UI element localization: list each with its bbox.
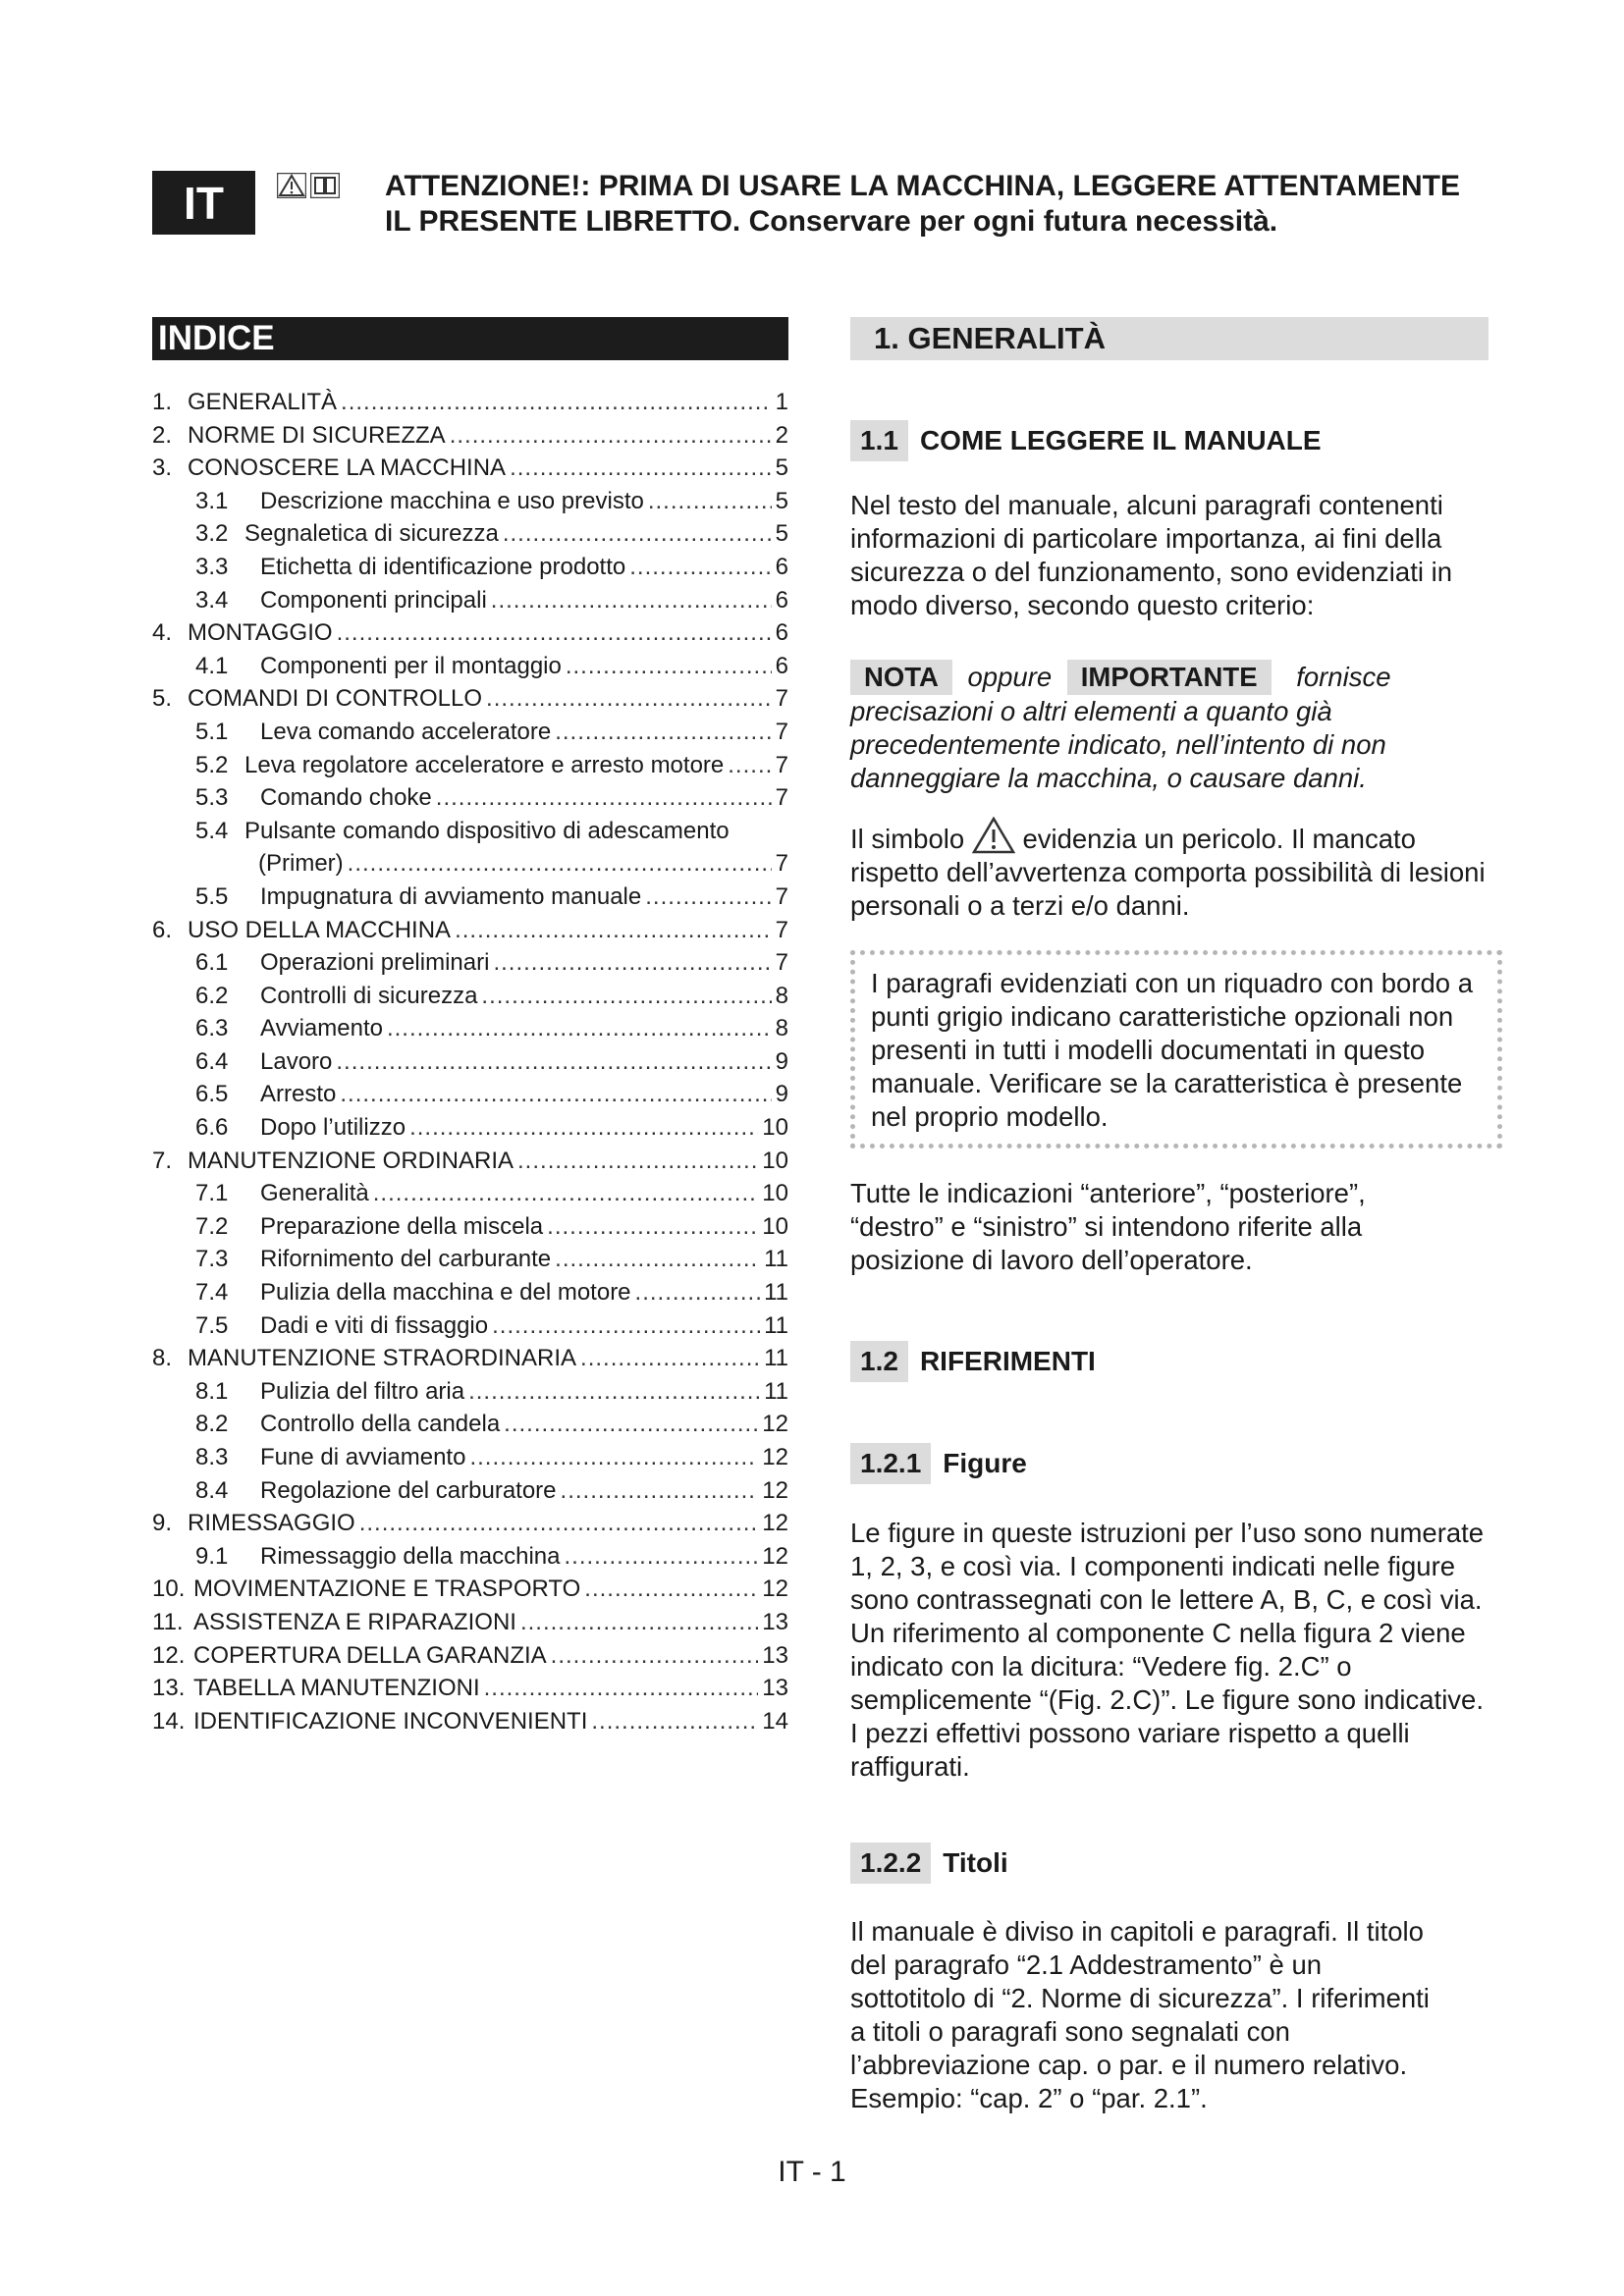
toc-entry-title: Controlli di sicurezza bbox=[260, 982, 478, 1009]
toc-entry-page: 7 bbox=[775, 685, 788, 713]
toc-entry-page: 12 bbox=[762, 1510, 788, 1537]
subsection-1-2-1-heading bbox=[850, 1443, 1027, 1484]
subsection-1-2-heading bbox=[850, 1341, 1096, 1382]
toc-entry-page: 7 bbox=[775, 916, 788, 943]
toc-dot-leader bbox=[629, 551, 771, 584]
toc-entry bbox=[152, 616, 788, 650]
toc-dot-leader bbox=[635, 1276, 761, 1309]
section-generalita bbox=[850, 317, 1489, 2113]
toc-entry-page: 5 bbox=[775, 520, 788, 548]
toc-entry-number: 7.4 bbox=[195, 1279, 229, 1307]
toc-entry-number: 13. bbox=[152, 1675, 186, 1702]
toc-dot-leader bbox=[469, 1441, 758, 1474]
toc-entry-page: 6 bbox=[775, 586, 788, 614]
toc-entry-page: 10 bbox=[762, 1180, 788, 1207]
toc-dot-leader bbox=[504, 1408, 758, 1441]
toc-entry-number: 6.6 bbox=[195, 1114, 229, 1142]
toc-entry-number: 5.1 bbox=[195, 718, 229, 745]
toc-dot-leader bbox=[336, 1045, 771, 1079]
toc-entry-number: 5.3 bbox=[195, 784, 229, 812]
toc-entry-number: 4. bbox=[152, 619, 173, 647]
toc-entry bbox=[152, 386, 788, 419]
toc-entry-page: 11 bbox=[764, 1345, 788, 1372]
toc-dot-leader bbox=[517, 1145, 758, 1178]
toc-entry bbox=[152, 1342, 788, 1375]
toc-entry-number: 12. bbox=[152, 1641, 186, 1669]
subsection-title: COME LEGGERE IL MANUALE bbox=[919, 425, 1322, 455]
toc-dot-leader bbox=[591, 1705, 758, 1738]
toc-entry-number: 1. bbox=[152, 389, 173, 415]
subsection-number: 1.1 bbox=[850, 420, 908, 461]
toc-entry-title: Segnaletica di sicurezza bbox=[244, 520, 499, 548]
toc-entry-title: MANUTENZIONE ORDINARIA bbox=[188, 1147, 514, 1174]
toc-entry bbox=[152, 914, 788, 947]
toc-dot-leader bbox=[645, 881, 771, 914]
toc-entry-number: 4.1 bbox=[195, 652, 229, 679]
toc-entry-title: ASSISTENZA E RIPARAZIONI bbox=[193, 1608, 516, 1635]
nota-label: NOTA bbox=[850, 660, 952, 695]
toc-dot-leader bbox=[566, 650, 772, 683]
toc-entry-title: Generalità bbox=[260, 1180, 369, 1207]
toc-entry-title: Regolazione del carburatore bbox=[260, 1476, 557, 1504]
toc-entry-number: 6.5 bbox=[195, 1081, 229, 1108]
toc-entry-page: 9 bbox=[775, 1081, 788, 1108]
toc-entry-title: NORME DI SICUREZZA bbox=[188, 421, 446, 449]
toc-entry-title: CONOSCERE LA MACCHINA bbox=[188, 454, 507, 482]
toc-entry bbox=[152, 847, 788, 881]
warning-triangle-icon bbox=[277, 173, 306, 198]
toc-dot-leader bbox=[564, 1540, 758, 1574]
toc-entry-page: 2 bbox=[775, 421, 788, 449]
oppure-text: oppure bbox=[967, 662, 1053, 692]
toc-entry-title: IDENTIFICAZIONE INCONVENIENTI bbox=[193, 1707, 588, 1735]
toc-entry-title: Rimessaggio della macchina bbox=[260, 1542, 561, 1570]
optional-features-text: I paragrafi evidenziati con un riquadro con bordo a punti grigio indicano caratteristiche opzionali non presenti in tutti i modelli documentati in questo manuale. Verificare se la caratteristica è presente nel proprio modello. bbox=[871, 968, 1474, 1132]
toc-entry-title: Pulizia del filtro aria bbox=[260, 1377, 465, 1405]
toc-entry bbox=[152, 1309, 788, 1343]
toc-entry-page: 5 bbox=[775, 487, 788, 514]
toc-entry-title: Comando choke bbox=[260, 784, 432, 812]
section-title: 1. GENERALITÀ bbox=[850, 317, 1489, 360]
toc-entry bbox=[152, 1474, 788, 1508]
toc-dot-leader bbox=[484, 1672, 759, 1705]
toc-entry-number: 7.2 bbox=[195, 1212, 229, 1240]
toc-entry-page: 14 bbox=[762, 1707, 788, 1735]
toc-entry-page: 1 bbox=[775, 389, 788, 415]
toc-entry-number: 8.4 bbox=[195, 1476, 229, 1504]
toc-entry-number: 6. bbox=[152, 916, 173, 943]
danger-text: evidenzia un pericolo. Il mancato rispetto dell’avvertenza comporta possibilità di lesioni personali o a terzi e/o danni. bbox=[850, 824, 1486, 921]
toc-entry bbox=[152, 1045, 788, 1079]
how-to-read-paragraph bbox=[850, 489, 1489, 622]
toc-entry-title: Operazioni preliminari bbox=[260, 949, 490, 977]
subsection-1-1-heading bbox=[850, 420, 1322, 461]
toc-dot-leader bbox=[340, 1078, 771, 1111]
toc-dot-leader bbox=[584, 1573, 758, 1606]
toc-entry-title: Preparazione della miscela bbox=[260, 1212, 544, 1240]
directions-paragraph bbox=[850, 1177, 1489, 1277]
toc-entry bbox=[152, 517, 788, 551]
toc-dot-leader bbox=[359, 1507, 759, 1540]
toc-dot-leader bbox=[648, 485, 772, 518]
toc-entry-title: RIMESSAGGIO bbox=[188, 1510, 355, 1537]
toc-entry-page: 7 bbox=[775, 718, 788, 745]
toc-entry bbox=[152, 1276, 788, 1309]
toc-entry-title: Avviamento bbox=[260, 1015, 383, 1042]
toc-entry-page: 13 bbox=[762, 1641, 788, 1669]
paragraph-text: Nel testo del manuale, alcuni paragrafi contenenti informazioni di particolare importanza, ai fini della sicurezza o del funzionamento, sono evidenziati in modo diverso, secondo questo criterio: bbox=[850, 490, 1453, 620]
toc-entry-page: 11 bbox=[764, 1311, 788, 1339]
toc-entry bbox=[152, 749, 788, 782]
toc-entry-number: 6.3 bbox=[195, 1015, 229, 1042]
toc-entry-page: 10 bbox=[762, 1212, 788, 1240]
warning-line-2: IL PRESENTE LIBRETTO. Conservare per ogni futura necessità. bbox=[385, 205, 1278, 238]
fornisce-text: fornisce bbox=[1296, 662, 1391, 692]
toc-entry-number: 8.1 bbox=[195, 1377, 229, 1405]
toc-dot-leader bbox=[580, 1342, 760, 1375]
toc-entry bbox=[152, 1210, 788, 1244]
toc-entry bbox=[152, 1145, 788, 1178]
toc-entry-title: Lavoro bbox=[260, 1047, 333, 1075]
warning-triangle-icon bbox=[972, 817, 1015, 854]
toc-entry bbox=[152, 1705, 788, 1738]
titles-paragraph bbox=[850, 1915, 1489, 2115]
toc-entry-title: COPERTURA DELLA GARANZIA bbox=[193, 1641, 547, 1669]
toc-entry-page: 6 bbox=[775, 619, 788, 647]
toc-entry-number: 6.4 bbox=[195, 1047, 229, 1075]
toc-entry bbox=[152, 1639, 788, 1673]
toc-dot-leader bbox=[409, 1111, 758, 1145]
toc-entry bbox=[152, 1606, 788, 1639]
toc-dot-leader bbox=[555, 1243, 760, 1276]
toc-dot-leader bbox=[486, 682, 772, 716]
toc-entry-title: TABELLA MANUTENZIONI bbox=[193, 1675, 480, 1702]
toc-entry-page: 13 bbox=[762, 1675, 788, 1702]
toc-entry-number: 5.5 bbox=[195, 882, 229, 910]
toc-dot-leader bbox=[492, 1309, 760, 1343]
toc-entry bbox=[152, 1573, 788, 1606]
toc-dot-leader bbox=[387, 1012, 772, 1045]
toc-entry bbox=[152, 1441, 788, 1474]
toc-dot-leader bbox=[341, 386, 772, 419]
toc-entry bbox=[152, 716, 788, 749]
toc-entry bbox=[152, 815, 788, 848]
toc-entry-number: 7.3 bbox=[195, 1246, 229, 1273]
toc-entry bbox=[152, 485, 788, 518]
toc-entry-number: 3.1 bbox=[195, 487, 229, 514]
toc-entry-number: 7. bbox=[152, 1147, 173, 1174]
toc-entry bbox=[152, 1012, 788, 1045]
toc-dot-leader bbox=[510, 452, 772, 485]
toc-entry-page: 11 bbox=[764, 1246, 788, 1273]
toc-dot-leader bbox=[468, 1375, 760, 1409]
toc-entry-title: Descrizione macchina e uso previsto bbox=[260, 487, 644, 514]
toc-entry-title: Fune di avviamento bbox=[260, 1444, 466, 1470]
header-icons bbox=[277, 173, 340, 198]
toc-entry bbox=[152, 946, 788, 980]
toc-entry bbox=[152, 980, 788, 1013]
simbolo-text: Il simbolo bbox=[850, 824, 965, 854]
toc-dot-leader bbox=[436, 781, 772, 815]
toc-entry-page: 11 bbox=[764, 1377, 788, 1405]
toc-entry-page: 13 bbox=[762, 1608, 788, 1635]
toc-entry-page: 10 bbox=[762, 1114, 788, 1142]
toc-entry-number: 14. bbox=[152, 1707, 186, 1735]
toc-dot-leader bbox=[337, 616, 772, 650]
toc-entry bbox=[152, 584, 788, 617]
toc-entry-title: Dopo l’utilizzo bbox=[260, 1114, 406, 1142]
toc-entry bbox=[152, 1078, 788, 1111]
importante-label: IMPORTANTE bbox=[1067, 660, 1272, 695]
warning-line-1: ATTENZIONE!: PRIMA DI USARE LA MACCHINA, LEGGERE ATTENTAMENTE bbox=[385, 170, 1460, 202]
toc-entry-title: GENERALITÀ bbox=[188, 389, 338, 415]
toc-entry-title: Impugnatura di avviamento manuale bbox=[260, 882, 642, 910]
toc-list bbox=[152, 386, 788, 1737]
toc-entry bbox=[152, 1540, 788, 1574]
toc-entry-number: 10. bbox=[152, 1575, 186, 1603]
toc-entry bbox=[152, 419, 788, 453]
subsection-number: 1.2 bbox=[850, 1341, 908, 1382]
toc-entry-number: 11. bbox=[152, 1608, 184, 1635]
toc-dot-leader bbox=[481, 980, 771, 1013]
toc-entry-number: 3.4 bbox=[195, 586, 229, 614]
language-code: IT bbox=[184, 177, 224, 229]
toc-entry-page: 11 bbox=[764, 1279, 788, 1307]
toc-dot-leader bbox=[455, 914, 772, 947]
toc-entry bbox=[152, 1177, 788, 1210]
toc-entry-page: 10 bbox=[762, 1147, 788, 1174]
toc-entry-title: MONTAGGIO bbox=[188, 619, 333, 647]
toc-entry-page: 8 bbox=[775, 1015, 788, 1042]
toc-entry-page: 7 bbox=[775, 949, 788, 977]
page-number: IT - 1 bbox=[778, 2156, 846, 2188]
toc-dot-leader bbox=[491, 584, 772, 617]
toc-entry-page: 6 bbox=[775, 553, 788, 580]
toc-entry bbox=[152, 1507, 788, 1540]
toc-entry-title: (Primer) bbox=[258, 850, 344, 878]
toc-entry bbox=[152, 1375, 788, 1409]
toc-entry-page: 7 bbox=[775, 751, 788, 778]
manual-book-icon bbox=[310, 173, 340, 198]
toc-entry-number: 3.3 bbox=[195, 553, 229, 580]
toc-entry-number: 9.1 bbox=[195, 1542, 229, 1570]
toc-entry-number: 3. bbox=[152, 454, 173, 482]
toc-entry-title: Dadi e viti di fissaggio bbox=[260, 1311, 489, 1339]
toc-entry bbox=[152, 1408, 788, 1441]
toc-entry-number: 7.1 bbox=[195, 1180, 229, 1207]
toc-entry-title: Rifornimento del carburante bbox=[260, 1246, 552, 1273]
toc-entry-page: 7 bbox=[775, 882, 788, 910]
toc-entry-page: 9 bbox=[775, 1047, 788, 1075]
subsection-1-2-2-heading bbox=[850, 1842, 1008, 1884]
toc-entry bbox=[152, 1111, 788, 1145]
directions-text: Tutte le indicazioni “anteriore”, “posteriore”, “destro” e “sinistro” si intendono riferite alla posizione di lavoro dell’operatore. bbox=[850, 1178, 1366, 1275]
titles-text: Il manuale è diviso in capitoli e paragrafi. Il titolo del paragrafo “2.1 Addestramento” è un sottotitolo di “2. Norme di sicurezza”. I riferimenti a titoli o paragrafi sono segnalati con l’abbreviazione cap. o par. e il numero relativo. Esempio: “cap. 2” o “par. 2.1”. bbox=[850, 1916, 1430, 2113]
toc-dot-leader bbox=[551, 1639, 759, 1673]
toc-entry-title: Pulsante comando dispositivo di adescamento bbox=[244, 817, 730, 844]
toc-dot-leader bbox=[728, 749, 771, 782]
toc-entry-title: USO DELLA MACCHINA bbox=[188, 916, 452, 943]
figures-paragraph bbox=[850, 1517, 1489, 1784]
toc-title: INDICE bbox=[152, 317, 788, 360]
toc-entry-title: Pulizia della macchina e del motore bbox=[260, 1279, 631, 1307]
toc-dot-leader bbox=[493, 946, 771, 980]
toc-entry-title: COMANDI DI CONTROLLO bbox=[188, 685, 483, 713]
toc-entry-number: 2. bbox=[152, 421, 173, 449]
language-badge bbox=[152, 171, 255, 235]
toc-entry-page: 6 bbox=[775, 652, 788, 679]
toc-entry-page: 8 bbox=[775, 982, 788, 1009]
toc-dot-leader bbox=[555, 716, 771, 749]
toc-entry bbox=[152, 452, 788, 485]
subsection-title: Figure bbox=[943, 1448, 1027, 1478]
toc-entry-number: 5.4 bbox=[195, 817, 229, 844]
toc-entry bbox=[152, 881, 788, 914]
toc-dot-leader bbox=[450, 419, 772, 453]
toc-entry-page: 12 bbox=[762, 1444, 788, 1470]
table-of-contents bbox=[152, 317, 788, 1737]
subsection-number: 1.2.2 bbox=[850, 1842, 931, 1884]
note-paragraph bbox=[850, 660, 1489, 795]
toc-entry-title: Etichetta di identificazione prodotto bbox=[260, 553, 626, 580]
toc-entry-title: Componenti per il montaggio bbox=[260, 652, 562, 679]
toc-entry-title: Leva comando acceleratore bbox=[260, 718, 552, 745]
toc-dot-leader bbox=[373, 1177, 759, 1210]
toc-entry-title: MOVIMENTAZIONE E TRASPORTO bbox=[193, 1575, 581, 1603]
toc-entry bbox=[152, 781, 788, 815]
toc-entry bbox=[152, 682, 788, 716]
toc-entry-number: 6.2 bbox=[195, 982, 229, 1009]
toc-dot-leader bbox=[561, 1474, 759, 1508]
toc-entry-number: 7.5 bbox=[195, 1311, 229, 1339]
toc-entry-number: 9. bbox=[152, 1510, 173, 1537]
toc-entry-page: 12 bbox=[762, 1542, 788, 1570]
toc-entry-page: 7 bbox=[775, 784, 788, 812]
toc-dot-leader bbox=[520, 1606, 758, 1639]
toc-entry-number: 5.2 bbox=[195, 751, 229, 778]
toc-entry-title: Componenti principali bbox=[260, 586, 487, 614]
toc-entry-page: 12 bbox=[762, 1476, 788, 1504]
toc-entry bbox=[152, 1243, 788, 1276]
toc-entry-page: 12 bbox=[762, 1411, 788, 1438]
toc-entry bbox=[152, 551, 788, 584]
toc-entry-number: 8.2 bbox=[195, 1411, 229, 1438]
safety-warning-header bbox=[385, 169, 1494, 240]
figures-text: Le figure in queste istruzioni per l’uso sono numerate 1, 2, 3, e così via. I componenti indicati nelle figure sono contrassegnati con le lettere A, B, C, e così via. Un riferimento al componente C nella figura 2 viene indicato con la dicitura: “Vedere fig. 2.C” o semplicemente “(Fig. 2.C)”. Le figure sono indicative. I pezzi effettivi possono variare rispetto a quelli raffigurati. bbox=[850, 1518, 1485, 1782]
toc-entry bbox=[152, 650, 788, 683]
subsection-title: Titoli bbox=[943, 1847, 1008, 1878]
toc-entry bbox=[152, 1672, 788, 1705]
toc-entry-number: 8.3 bbox=[195, 1444, 229, 1470]
danger-symbol-paragraph bbox=[850, 817, 1489, 923]
toc-entry-number: 5. bbox=[152, 685, 173, 713]
toc-dot-leader bbox=[503, 517, 772, 551]
toc-entry-title: MANUTENZIONE STRAORDINARIA bbox=[188, 1345, 577, 1372]
toc-entry-page: 12 bbox=[762, 1575, 788, 1603]
subsection-title: RIFERIMENTI bbox=[919, 1346, 1096, 1376]
toc-entry-title: Leva regolatore acceleratore e arresto motore bbox=[244, 751, 725, 778]
toc-entry-title: Controllo della candela bbox=[260, 1411, 501, 1438]
note-text: precisazioni o altri elementi a quanto già precedentemente indicato, nell’intento di non danneggiare la macchina, o causare danni. bbox=[850, 696, 1386, 793]
toc-dot-leader bbox=[547, 1210, 758, 1244]
optional-features-box bbox=[850, 950, 1502, 1148]
subsection-number: 1.2.1 bbox=[850, 1443, 931, 1484]
toc-entry-number: 3.2 bbox=[195, 520, 229, 548]
toc-entry-page: 5 bbox=[775, 454, 788, 482]
toc-entry-number: 8. bbox=[152, 1345, 173, 1372]
toc-entry-page: 7 bbox=[775, 850, 788, 878]
toc-dot-leader bbox=[348, 847, 772, 881]
toc-entry-title: Arresto bbox=[260, 1081, 337, 1108]
toc-entry-number: 6.1 bbox=[195, 949, 229, 977]
